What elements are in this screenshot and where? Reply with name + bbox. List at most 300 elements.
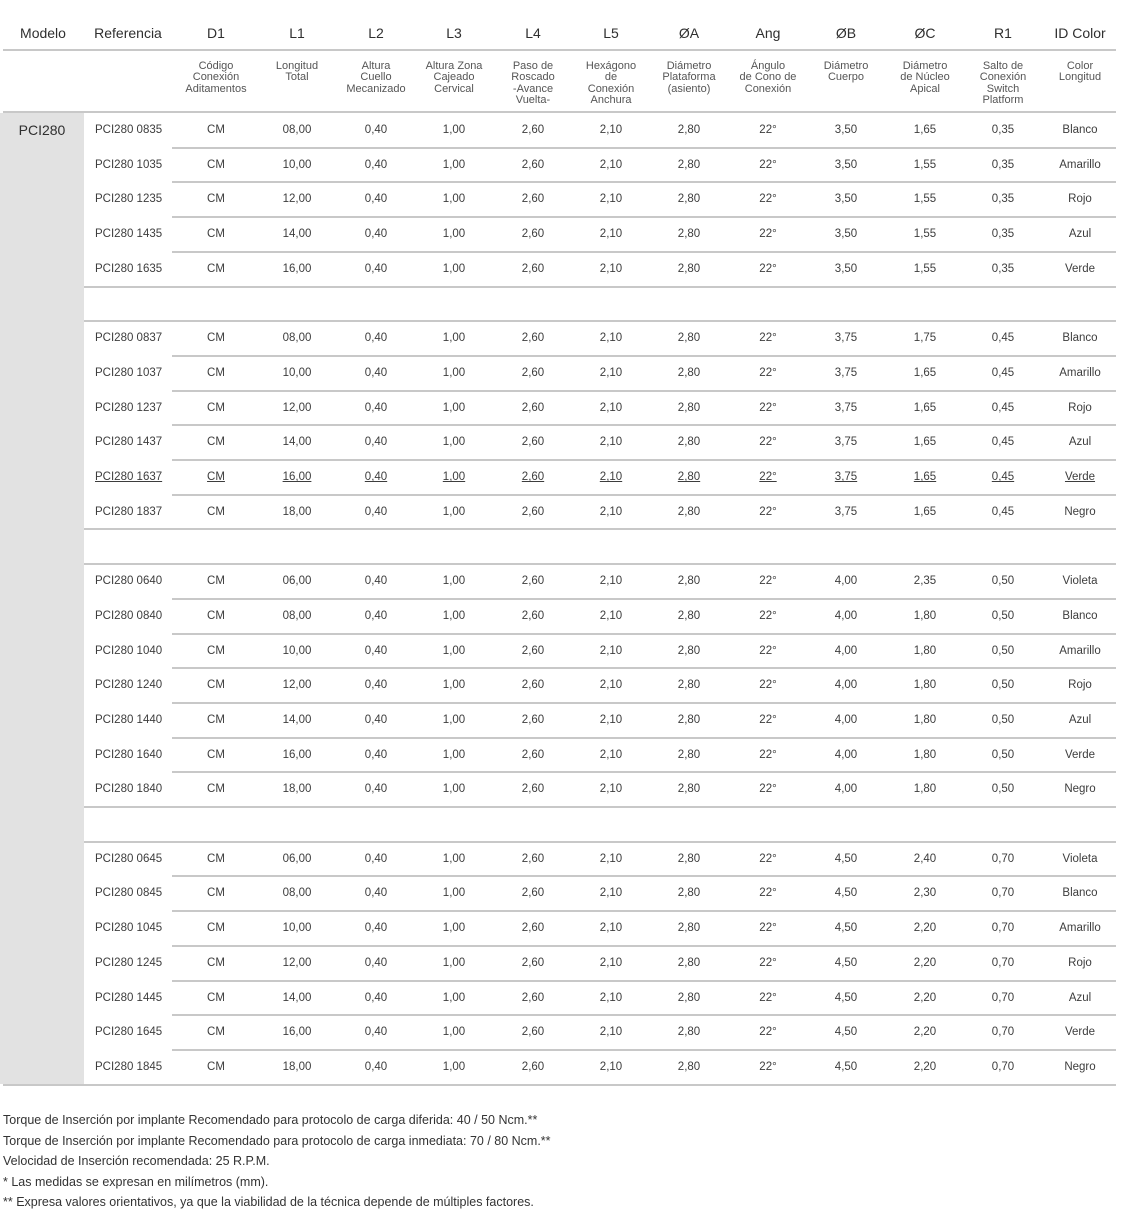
value-cell-ang: 22° [759,228,777,241]
value-cell-b: 4,00 [834,713,858,726]
value-cell-d1: CM [207,193,225,206]
value-cell-a: 2,80 [677,1060,701,1073]
value-cell-l3: 1,00 [442,158,466,171]
value-cell-l1: 12,00 [282,401,312,414]
reference-cell: PCI280 1640 [95,748,163,761]
value-cell-a: 2,80 [677,713,701,726]
value-cell-r1: 0,70 [991,1060,1015,1073]
value-cell-d1: CM [207,1060,225,1073]
reference-cell: PCI280 0840 [95,609,163,622]
value-cell-a: 2,80 [677,644,701,657]
value-cell-l3: 1,00 [442,262,466,275]
value-cell-a: 2,80 [677,436,701,449]
value-cell-l4: 2,60 [521,124,545,136]
column-description-5: Altura Cuello Mecanizado [346,60,406,95]
value-cell-d1: CM [207,783,225,796]
column-description-14: Color Longitud [1058,60,1102,84]
value-cell-c: 1,65 [913,401,937,414]
value-cell-l5: 2,10 [599,124,623,136]
reference-cell: PCI280 1437 [95,436,163,449]
value-cell-b: 3,50 [834,262,858,275]
value-cell-ang: 22° [759,1026,777,1039]
value-cell-r1: 0,70 [991,922,1015,935]
row-divider [172,667,1116,669]
value-cell-b: 3,75 [834,366,858,379]
value-cell-l2: 0,40 [364,679,388,692]
value-cell-l2: 0,40 [364,922,388,935]
value-cell-a: 2,80 [677,748,701,761]
value-cell-l4: 2,60 [521,366,545,379]
value-cell-b: 3,75 [834,471,858,483]
value-cell-c: 1,80 [913,679,937,692]
value-cell-l3: 1,00 [442,436,466,449]
value-cell-l2: 0,40 [364,262,388,275]
value-cell-a: 2,80 [677,1026,701,1039]
value-cell-ang: 22° [759,158,777,171]
value-cell-l1: 16,00 [282,262,312,275]
value-cell-l3: 1,00 [442,679,466,692]
column-header-14: ID Color [1054,25,1106,41]
value-cell-d1: CM [207,609,225,622]
value-cell-ang: 22° [759,193,777,206]
row-divider [172,945,1116,947]
reference-cell: PCI280 1240 [95,679,163,692]
value-cell-r1: 0,45 [991,401,1015,414]
reference-cell: PCI280 0835 [95,124,163,136]
value-cell-c: 1,55 [913,193,937,206]
reference-cell: PCI280 1440 [95,713,163,726]
row-divider [172,459,1116,461]
value-cell-c: 2,40 [913,852,937,865]
column-description-8: Hexágono de Conexión Anchura [585,60,637,107]
row-divider [172,1049,1116,1051]
footnote: Velocidad de Inserción recomendada: 25 R.P.M. [3,1154,270,1168]
value-cell-l5: 2,10 [599,1060,623,1073]
column-header-5: L2 [368,25,384,41]
value-cell-l1: 16,00 [282,471,312,483]
value-cell-r1: 0,45 [991,436,1015,449]
row-divider [84,563,1116,565]
value-cell-b: 4,00 [834,644,858,657]
value-cell-l1: 12,00 [282,193,312,206]
value-cell-ang: 22° [759,609,777,622]
value-cell-l5: 2,10 [599,332,623,345]
value-cell-c: 2,20 [913,1026,937,1039]
column-header-2: Referencia [94,25,162,41]
value-cell-ang: 22° [759,471,777,483]
value-cell-idcolor: Blanco [1062,124,1098,136]
value-cell-l1: 12,00 [282,679,312,692]
column-description-7: Paso de Roscado -Avance Vuelta- [511,60,555,107]
value-cell-l4: 2,60 [521,332,545,345]
reference-cell: PCI280 1237 [95,401,163,414]
value-cell-l3: 1,00 [442,644,466,657]
value-cell-l4: 2,60 [521,644,545,657]
value-cell-b: 4,50 [834,852,858,865]
value-cell-idcolor: Rojo [1068,956,1092,969]
value-cell-l1: 14,00 [282,991,312,1004]
value-cell-l3: 1,00 [442,991,466,1004]
value-cell-d1: CM [207,679,225,692]
reference-cell: PCI280 0845 [95,887,163,900]
value-cell-l1: 08,00 [282,887,312,900]
value-cell-idcolor: Azul [1068,991,1092,1004]
value-cell-idcolor: Rojo [1068,193,1092,206]
value-cell-idcolor: Amarillo [1059,158,1101,171]
value-cell-l4: 2,60 [521,852,545,865]
value-cell-c: 2,20 [913,922,937,935]
value-cell-l2: 0,40 [364,158,388,171]
value-cell-a: 2,80 [677,679,701,692]
value-cell-l3: 1,00 [442,332,466,345]
value-cell-idcolor: Negro [1064,783,1096,796]
value-cell-l2: 0,40 [364,713,388,726]
value-cell-a: 2,80 [677,262,701,275]
value-cell-l3: 1,00 [442,783,466,796]
value-cell-l1: 12,00 [282,956,312,969]
value-cell-d1: CM [207,922,225,935]
value-cell-r1: 0,50 [991,644,1015,657]
value-cell-r1: 0,35 [991,124,1015,136]
value-cell-l2: 0,40 [364,887,388,900]
value-cell-d1: CM [207,401,225,414]
value-cell-l4: 2,60 [521,922,545,935]
value-cell-l5: 2,10 [599,193,623,206]
value-cell-c: 1,65 [913,471,937,483]
value-cell-a: 2,80 [677,505,701,518]
column-header-11: ØB [835,25,857,41]
column-description-13: Salto de Conexión Switch Platform [979,60,1027,107]
value-cell-d1: CM [207,887,225,900]
value-cell-a: 2,80 [677,956,701,969]
value-cell-ang: 22° [759,783,777,796]
column-description-10: Ángulo de Cono de Conexión [739,60,797,95]
value-cell-l4: 2,60 [521,609,545,622]
value-cell-ang: 22° [759,887,777,900]
value-cell-l3: 1,00 [442,713,466,726]
value-cell-ang: 22° [759,991,777,1004]
value-cell-l1: 10,00 [282,366,312,379]
value-cell-c: 1,65 [913,124,937,136]
value-cell-r1: 0,50 [991,609,1015,622]
row-divider [172,181,1116,183]
row-divider [172,910,1116,912]
value-cell-idcolor: Blanco [1062,887,1098,900]
value-cell-c: 1,65 [913,436,937,449]
value-cell-r1: 0,70 [991,887,1015,900]
value-cell-l1: 06,00 [282,575,312,588]
footnote: * Las medidas se expresan en milímetros (mm). [3,1174,269,1189]
value-cell-l5: 2,10 [599,922,623,935]
column-header-6: L3 [446,25,462,41]
reference-cell: PCI280 1635 [95,262,163,275]
value-cell-l5: 2,10 [599,679,623,692]
value-cell-l5: 2,10 [599,471,623,483]
value-cell-l1: 08,00 [282,332,312,345]
row-divider [3,1084,1116,1086]
value-cell-l3: 1,00 [442,852,466,865]
value-cell-ang: 22° [759,505,777,518]
value-cell-b: 3,50 [834,193,858,206]
value-cell-l2: 0,40 [364,991,388,1004]
value-cell-r1: 0,70 [991,956,1015,969]
value-cell-b: 4,00 [834,783,858,796]
value-cell-l4: 2,60 [521,158,545,171]
value-cell-c: 2,20 [913,1060,937,1073]
value-cell-l1: 14,00 [282,436,312,449]
value-cell-idcolor: Azul [1068,713,1092,726]
value-cell-idcolor: Azul [1068,436,1092,449]
value-cell-b: 4,00 [834,609,858,622]
value-cell-c: 1,80 [913,644,937,657]
value-cell-b: 3,50 [834,228,858,241]
value-cell-l4: 2,60 [521,1026,545,1039]
value-cell-l3: 1,00 [442,1026,466,1039]
value-cell-l4: 2,60 [521,956,545,969]
value-cell-b: 4,00 [834,748,858,761]
value-cell-a: 2,80 [677,193,701,206]
value-cell-l3: 1,00 [442,956,466,969]
value-cell-c: 1,55 [913,262,937,275]
value-cell-l3: 1,00 [442,748,466,761]
value-cell-idcolor: Rojo [1068,401,1092,414]
value-cell-l5: 2,10 [599,228,623,241]
value-cell-c: 1,65 [913,505,937,518]
column-header-9: ØA [678,25,700,41]
value-cell-r1: 0,35 [991,228,1015,241]
value-cell-l1: 16,00 [282,748,312,761]
value-cell-l4: 2,60 [521,436,545,449]
column-description-4: Longitud Total [275,60,319,84]
value-cell-l1: 16,00 [282,1026,312,1039]
value-cell-l2: 0,40 [364,332,388,345]
value-cell-l4: 2,60 [521,713,545,726]
value-cell-idcolor: Negro [1064,1060,1096,1073]
value-cell-idcolor: Violeta [1062,852,1098,865]
value-cell-l3: 1,00 [442,922,466,935]
value-cell-l5: 2,10 [599,609,623,622]
value-cell-l4: 2,60 [521,262,545,275]
value-cell-c: 1,65 [913,366,937,379]
value-cell-l3: 1,00 [442,228,466,241]
value-cell-b: 4,50 [834,887,858,900]
value-cell-r1: 0,45 [991,366,1015,379]
row-divider [172,702,1116,704]
value-cell-d1: CM [207,436,225,449]
footnote: ** Expresa valores orientativos, ya que la viabilidad de la técnica depende de múltiples factores. [3,1195,534,1209]
reference-cell: PCI280 1045 [95,922,163,935]
column-description-3: Código Conexión Aditamentos [185,60,247,95]
value-cell-l2: 0,40 [364,228,388,241]
value-cell-b: 3,75 [834,505,858,518]
value-cell-a: 2,80 [677,609,701,622]
row-divider [172,737,1116,739]
value-cell-d1: CM [207,505,225,518]
reference-cell: PCI280 0645 [95,852,163,865]
value-cell-l3: 1,00 [442,401,466,414]
row-divider [84,806,1116,808]
value-cell-d1: CM [207,852,225,865]
reference-cell: PCI280 1837 [95,505,163,518]
reference-cell: PCI280 0640 [95,575,163,588]
value-cell-ang: 22° [759,922,777,935]
reference-cell: PCI280 1245 [95,956,163,969]
reference-cell: PCI280 1435 [95,228,163,241]
value-cell-b: 3,50 [834,158,858,171]
value-cell-l2: 0,40 [364,1060,388,1073]
value-cell-d1: CM [207,748,225,761]
value-cell-l5: 2,10 [599,262,623,275]
value-cell-l2: 0,40 [364,783,388,796]
value-cell-a: 2,80 [677,124,701,136]
value-cell-a: 2,80 [677,575,701,588]
value-cell-l2: 0,40 [364,366,388,379]
value-cell-l5: 2,10 [599,575,623,588]
value-cell-r1: 0,45 [991,471,1015,483]
value-cell-l5: 2,10 [599,505,623,518]
row-divider [172,216,1116,218]
value-cell-l2: 0,40 [364,401,388,414]
value-cell-l3: 1,00 [442,1060,466,1073]
footnotes [3,1110,551,1213]
value-cell-r1: 0,70 [991,991,1015,1004]
row-divider [172,355,1116,357]
column-header-3: D1 [207,25,225,41]
value-cell-ang: 22° [759,124,777,136]
value-cell-idcolor: Amarillo [1059,922,1101,935]
value-cell-d1: CM [207,366,225,379]
value-cell-l5: 2,10 [599,852,623,865]
value-cell-idcolor: Blanco [1062,609,1098,622]
value-cell-b: 3,75 [834,332,858,345]
value-cell-c: 2,20 [913,991,937,1004]
value-cell-a: 2,80 [677,922,701,935]
column-header-12: ØC [914,25,936,41]
row-divider [84,320,1116,322]
value-cell-l3: 1,00 [442,505,466,518]
value-cell-r1: 0,35 [991,158,1015,171]
value-cell-l5: 2,10 [599,366,623,379]
row-divider [3,111,1116,113]
value-cell-l4: 2,60 [521,679,545,692]
value-cell-l4: 2,60 [521,1060,545,1073]
value-cell-c: 1,80 [913,609,937,622]
column-header-10: Ang [755,25,781,41]
value-cell-b: 4,00 [834,679,858,692]
value-cell-ang: 22° [759,748,777,761]
value-cell-l1: 10,00 [282,158,312,171]
column-header-7: L4 [525,25,541,41]
value-cell-c: 2,30 [913,887,937,900]
column-description-9: Diámetro Plataforma (asiento) [662,60,716,95]
value-cell-l1: 06,00 [282,852,312,865]
value-cell-r1: 0,70 [991,852,1015,865]
row-divider [3,49,1116,51]
value-cell-idcolor: Azul [1068,228,1092,241]
column-header-1: Modelo [20,25,66,41]
value-cell-ang: 22° [759,713,777,726]
value-cell-idcolor: Verde [1064,1026,1096,1039]
value-cell-l5: 2,10 [599,713,623,726]
value-cell-r1: 0,50 [991,679,1015,692]
value-cell-r1: 0,35 [991,262,1015,275]
value-cell-r1: 0,45 [991,332,1015,345]
value-cell-idcolor: Negro [1064,505,1096,518]
value-cell-d1: CM [207,158,225,171]
value-cell-c: 1,55 [913,228,937,241]
value-cell-d1: CM [207,575,225,588]
column-header-4: L1 [289,25,305,41]
row-divider [172,875,1116,877]
value-cell-r1: 0,50 [991,575,1015,588]
value-cell-r1: 0,50 [991,748,1015,761]
value-cell-l2: 0,40 [364,575,388,588]
value-cell-a: 2,80 [677,401,701,414]
reference-cell: PCI280 1037 [95,366,163,379]
value-cell-l5: 2,10 [599,956,623,969]
row-divider [172,598,1116,600]
value-cell-l3: 1,00 [442,193,466,206]
value-cell-a: 2,80 [677,332,701,345]
value-cell-c: 1,55 [913,158,937,171]
value-cell-r1: 0,50 [991,713,1015,726]
value-cell-l2: 0,40 [364,124,388,136]
footnote: Torque de Inserción por implante Recomendado para protocolo de carga inmediata: 70 / 80 Ncm.** [3,1133,551,1148]
value-cell-r1: 0,70 [991,1026,1015,1039]
value-cell-idcolor: Amarillo [1059,644,1101,657]
row-divider [172,424,1116,426]
value-cell-ang: 22° [759,262,777,275]
value-cell-idcolor: Verde [1064,262,1096,275]
value-cell-b: 3,50 [834,124,858,136]
value-cell-l3: 1,00 [442,366,466,379]
value-cell-ang: 22° [759,436,777,449]
reference-cell: PCI280 1040 [95,644,163,657]
value-cell-d1: CM [207,713,225,726]
column-description-11: Diámetro Cuerpo [823,60,869,84]
value-cell-b: 4,50 [834,956,858,969]
row-divider [172,251,1116,253]
value-cell-l4: 2,60 [521,471,545,483]
value-cell-d1: CM [207,124,225,136]
row-divider [172,1014,1116,1016]
column-header-13: R1 [994,25,1012,41]
value-cell-a: 2,80 [677,991,701,1004]
value-cell-b: 4,50 [834,1060,858,1073]
value-cell-r1: 0,45 [991,505,1015,518]
value-cell-r1: 0,50 [991,783,1015,796]
reference-cell: PCI280 1840 [95,783,163,796]
value-cell-l1: 10,00 [282,644,312,657]
value-cell-b: 4,50 [834,922,858,935]
value-cell-l1: 14,00 [282,713,312,726]
value-cell-l1: 08,00 [282,124,312,136]
value-cell-c: 1,80 [913,713,937,726]
value-cell-l2: 0,40 [364,956,388,969]
row-divider [172,633,1116,635]
value-cell-l5: 2,10 [599,887,623,900]
value-cell-l2: 0,40 [364,748,388,761]
value-cell-b: 4,50 [834,991,858,1004]
value-cell-a: 2,80 [677,471,701,483]
value-cell-b: 4,00 [834,575,858,588]
value-cell-ang: 22° [759,956,777,969]
value-cell-l5: 2,10 [599,1026,623,1039]
value-cell-l1: 18,00 [282,505,312,518]
reference-cell: PCI280 1445 [95,991,163,1004]
value-cell-d1: CM [207,262,225,275]
value-cell-ang: 22° [759,852,777,865]
